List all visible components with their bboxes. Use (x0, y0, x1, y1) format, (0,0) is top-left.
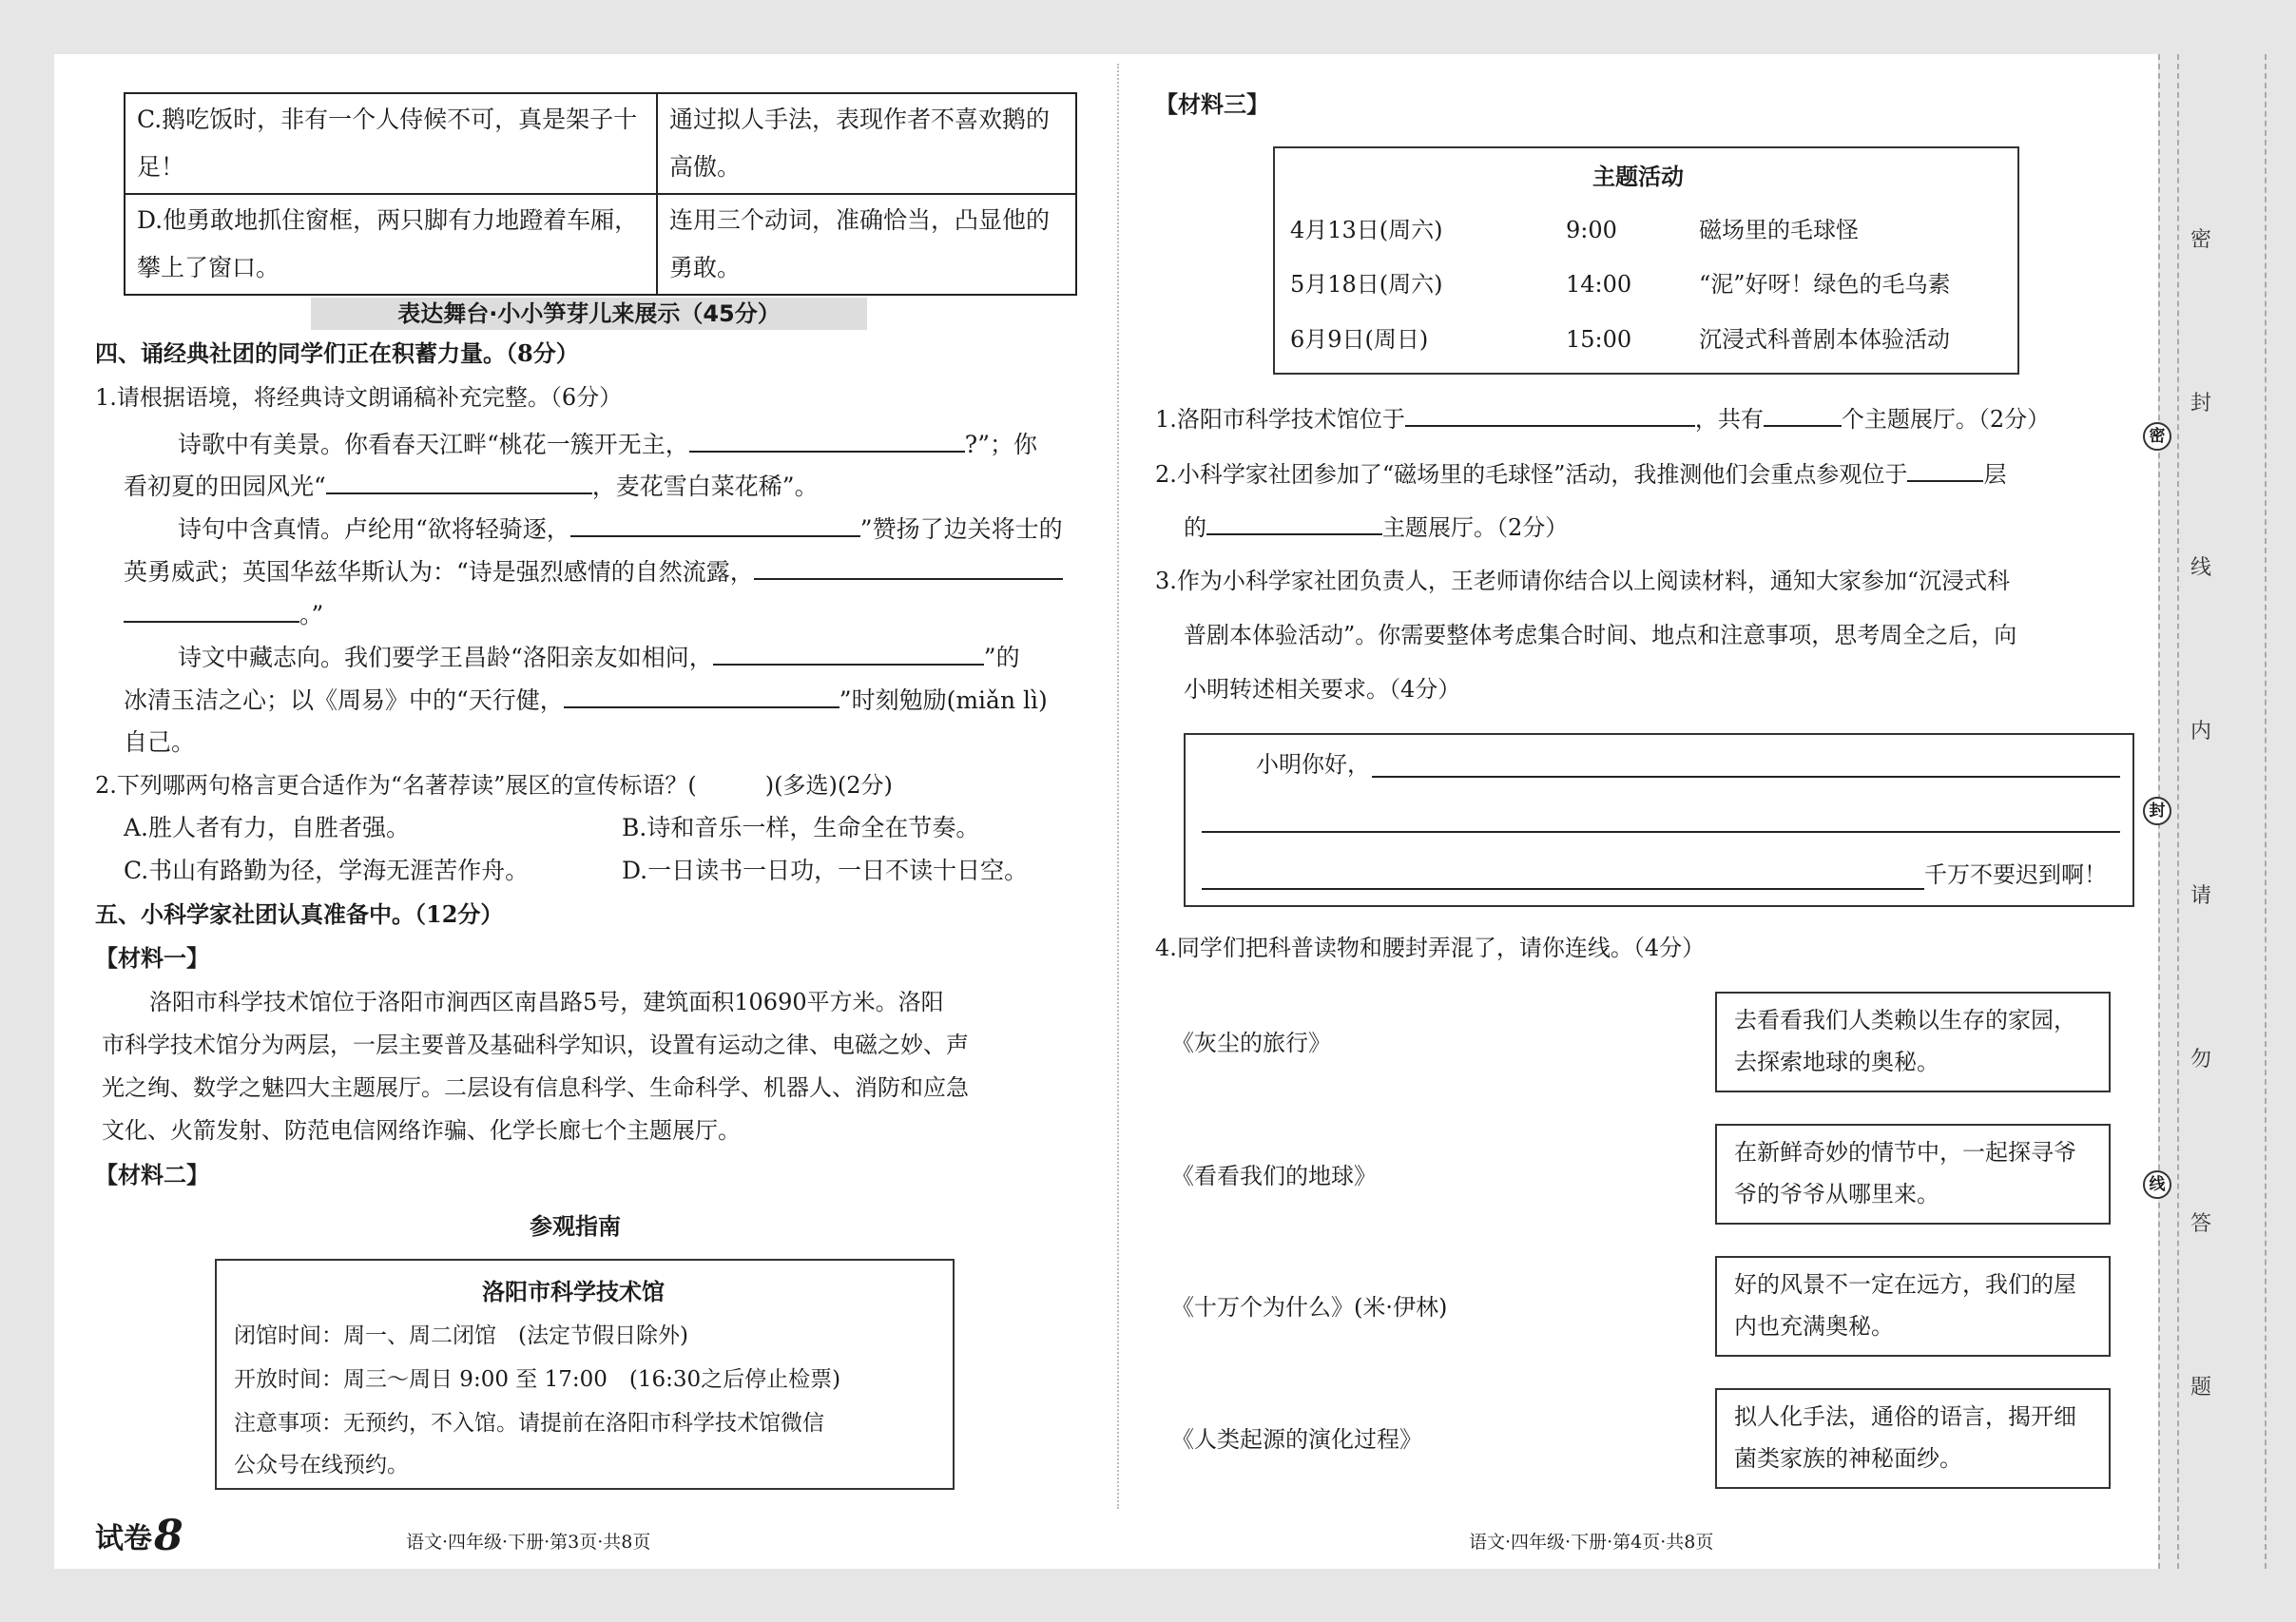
option-table (124, 92, 1077, 296)
q4-1-title: 1.请根据语境，将经典诗文朗诵稿补充完整。（6分） (95, 384, 623, 411)
text: 冰清玉洁之心；以《周易》中的“天行健， (124, 686, 564, 714)
activity-date: 5月18日(周六) (1290, 271, 1443, 298)
text: ”时刻勉励(miǎn lì) (839, 686, 1048, 714)
option-a[interactable]: A.胜人者有力，自胜者强。 (124, 814, 411, 841)
text: 看初夏的田园风光“ (124, 473, 326, 500)
activity-time: 14:00 (1566, 271, 1632, 298)
text: 2.小科学家社团参加了“磁场里的毛球怪”活动，我推测他们会重点参观位于 (1155, 461, 1908, 488)
material-1-line: 光之绚、数学之魅四大主题展厅。二层设有信息科学、生命科学、机器人、消防和应急 (102, 1074, 969, 1101)
option-c[interactable]: C.书山有路勤为径，学海无涯苦作舟。 (124, 857, 530, 884)
table-cell-note: 连用三个动词，准确恰当，凸显他的勇敢。 (657, 194, 1076, 295)
activity-date: 6月9日(周日) (1290, 326, 1429, 353)
answer-blank[interactable] (326, 470, 592, 494)
poem-line-3 (178, 512, 1063, 546)
r-q3-line: 普剧本体验活动”。你需要整体考虑集合时间、地点和注意事项，思考周全之后，向 (1184, 622, 2017, 648)
blurb-box[interactable]: 去看看我们人类赖以生存的家园，去探索地球的奥秘。 (1715, 992, 2111, 1092)
text: 主题展厅。（2分） (1382, 514, 1569, 541)
letter-line[interactable] (1202, 831, 2120, 833)
material-1-line: 市科学技术馆分为两层，一层主要普及基础科学知识，设置有运动之律、电磁之妙、声 (102, 1032, 969, 1058)
activity-time: 15:00 (1566, 326, 1632, 353)
answer-blank[interactable] (689, 428, 965, 453)
book-title[interactable]: 《人类起源的演化过程》 (1171, 1426, 1422, 1453)
page-divider (1117, 64, 1119, 1509)
book-title[interactable]: 《灰尘的旅行》 (1171, 1030, 1331, 1056)
letter-line[interactable] (1372, 776, 2120, 778)
answer-blank[interactable] (754, 555, 1063, 580)
letter-end: 千万不要迟到啊！ (1924, 861, 2107, 888)
footer-paper-number: 8 (154, 1512, 183, 1560)
answer-blank[interactable] (124, 598, 299, 623)
answer-blank[interactable] (570, 512, 860, 537)
activity-name: 磁场里的毛球怪 (1699, 217, 1859, 243)
r-q3-line: 小明转述相关要求。（4分） (1184, 676, 1461, 703)
footer-page-right: 语文·四年级·下册·第4页·共8页 (1469, 1532, 1714, 1553)
material-1-line: 洛阳市科学技术馆位于洛阳市涧西区南昌路5号，建筑面积10690平方米。洛阳 (149, 989, 944, 1015)
seal-char: 密 (2190, 228, 2212, 252)
footer-label: 试卷 (95, 1522, 152, 1555)
poem-line-8: 自己。 (124, 728, 196, 756)
activity-time: 9:00 (1566, 217, 1617, 243)
guide-line: 闭馆时间：周一、周二闭馆 (法定节假日除外) (234, 1323, 688, 1348)
seal-circle: 线 (2143, 1170, 2171, 1199)
q4-title: 四、诵经典社团的同学们正在积蓄力量。（8分） (95, 339, 579, 367)
q5-title: 五、小科学家社团认真准备中。（12分） (95, 900, 504, 928)
table-cell-note: 通过拟人手法，表现作者不喜欢鹅的高傲。 (657, 93, 1076, 194)
text: ，共有 (1694, 406, 1764, 433)
table-cell-sentence: D.他勇敢地抓住窗框，两只脚有力地蹬着车厢，攀上了窗口。 (125, 194, 657, 295)
answer-blank[interactable] (1206, 511, 1382, 535)
book-title[interactable]: 《看看我们的地球》 (1171, 1163, 1377, 1189)
answer-blank[interactable] (564, 684, 839, 708)
answer-blank[interactable] (713, 641, 984, 666)
material-2-label: 【材料二】 (95, 1161, 209, 1188)
text: 诗歌中有美景。你看春天江畔“桃花一簇开无主， (178, 431, 689, 458)
text: 诗文中藏志向。我们要学王昌龄“洛阳亲友如相问， (178, 644, 713, 671)
table-cell-sentence: C.鹅吃饭时，非有一个人侍候不可，真是架子十足！ (125, 93, 657, 194)
activity-name: “泥”好呀！绿色的毛乌素 (1699, 271, 1951, 298)
text: ”的 (983, 644, 1020, 671)
seal-char: 请 (2190, 884, 2212, 908)
poem-line-6 (178, 641, 1020, 674)
guide-line: 公众号在线预约。 (234, 1453, 409, 1477)
poem-line-4 (124, 555, 1063, 589)
seal-char: 答 (2190, 1212, 2212, 1236)
letter-line[interactable] (1202, 888, 1924, 890)
activity-name: 沉浸式科普剧本体验活动 (1699, 326, 1950, 353)
r-q4-title: 4.同学们把科普读物和腰封弄混了，请你连线。（4分） (1155, 935, 1706, 961)
table-row (125, 194, 1076, 295)
r-q3-line: 3.作为小科学家社团负责人，王老师请你结合以上阅读材料，通知大家参加“沉浸式科 (1155, 568, 2011, 594)
poem-line-2 (124, 470, 819, 503)
activity-date: 4月13日(周六) (1290, 217, 1443, 243)
book-title[interactable]: 《十万个为什么》(米·伊林) (1171, 1294, 1448, 1321)
poem-line-7 (124, 684, 1048, 717)
answer-blank[interactable] (1405, 402, 1695, 427)
guide-line: 注意事项：无预约，不入馆。请提前在洛阳市科学技术馆微信 (234, 1411, 824, 1436)
r-q1 (1155, 402, 2050, 435)
answer-blank[interactable] (1764, 402, 1842, 427)
guide-line: 开放时间：周三～周日 9:00 至 17:00 (16:30之后停止检票) (234, 1367, 841, 1392)
poem-line-5 (124, 598, 323, 631)
blurb-box[interactable]: 在新鲜奇妙的情节中，一起探寻爷爷的爷爷从哪里来。 (1715, 1124, 2111, 1225)
text: 1.洛阳市科学技术馆位于 (1155, 406, 1405, 433)
text: ，麦花雪白菜花稀”。 (591, 473, 819, 500)
blurb-box[interactable]: 好的风景不一定在远方，我们的屋内也充满奥秘。 (1715, 1256, 2111, 1357)
r-q2-line-2 (1184, 511, 1568, 544)
material-1-line: 文化、火箭发射、防范电信网络诈骗、化学长廊七个主题展厅。 (102, 1117, 741, 1144)
guide-box-title: 洛阳市科学技术馆 (482, 1278, 665, 1305)
text: 层 (1983, 461, 2007, 488)
text: 。” (299, 601, 324, 628)
seal-circle: 密 (2143, 422, 2171, 451)
material-1-label: 【材料一】 (95, 944, 209, 972)
seal-char: 线 (2190, 556, 2212, 580)
letter-start: 小明你好， (1256, 751, 1370, 778)
blurb-box[interactable]: 拟人化手法，通俗的语言，揭开细菌类家族的神秘面纱。 (1715, 1388, 2111, 1489)
r-q2-line-1 (1155, 457, 2006, 491)
text: 诗句中含真情。卢纶用“欲将轻骑逐， (178, 515, 570, 543)
seal-char: 勿 (2190, 1048, 2212, 1072)
material-3-label: 【材料三】 (1155, 90, 1269, 118)
q4-2-title: 2.下列哪两句格言更合适作为“名著荐读”展区的宣传标语？( )(多选)(2分) (95, 772, 893, 799)
seal-char: 题 (2190, 1376, 2212, 1400)
section-banner: 表达舞台·小小笋芽儿来展示（45分） (311, 298, 867, 330)
text: ?”；你 (964, 431, 1037, 458)
text: 的 (1184, 514, 1206, 541)
guide-title: 参观指南 (530, 1212, 621, 1240)
theme-title: 主题活动 (1592, 163, 1684, 190)
answer-blank[interactable] (1907, 457, 1983, 482)
seal-dash-line (2177, 54, 2179, 1569)
seal-dash-line (2265, 54, 2267, 1569)
text: 个主题展厅。（2分） (1841, 406, 2051, 433)
seal-circle: 封 (2143, 797, 2171, 825)
seal-char: 内 (2190, 720, 2212, 743)
poem-line-1 (178, 428, 1037, 461)
text: 英勇威武；英国华兹华斯认为：“诗是强烈感情的自然流露， (124, 558, 754, 586)
option-d[interactable]: D.一日读书一日功，一日不读十日空。 (622, 857, 1029, 884)
text: ”赞扬了边关将士的 (859, 515, 1063, 543)
option-b[interactable]: B.诗和音乐一样，生命全在节奏。 (622, 814, 980, 841)
seal-char: 封 (2190, 392, 2212, 415)
exam-sheet (54, 54, 2158, 1569)
footer-page-left: 语文·四年级·下册·第3页·共8页 (406, 1532, 651, 1553)
table-row (125, 93, 1076, 194)
